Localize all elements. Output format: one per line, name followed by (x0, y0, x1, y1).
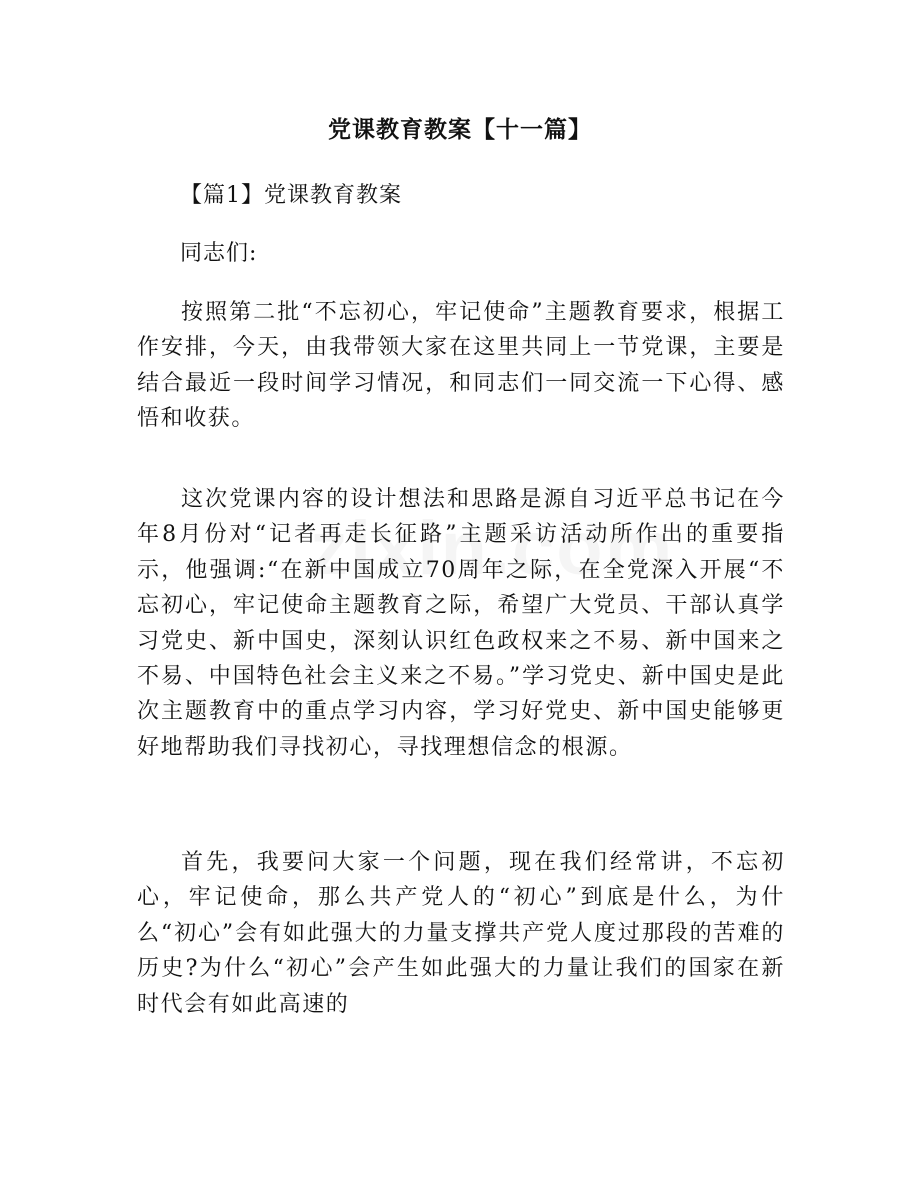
document-title: 党课教育教案【十一篇】 (328, 116, 592, 143)
section-heading: 【篇1】党课教育教案 (180, 183, 402, 208)
paragraph-2: 这次党课内容的设计想法和思路是源自习近平总书记在今年8月份对“记者再走长征路”主题采访活动所作出的重要指示，他强调:“在新中国成立70周年之际，在全党深入开展“不忘初心，牢记使命主题教育之际，希望广大党员、干部认真学习党史、新中国史，深刻认识红色政权来之不易、新中国来之不易、中国特色社会主义来之不易。”学习党史、新中国史是此次主题教育中的重点学习内容，学习好党史、新中国史能够更好地帮助我们寻找初心，寻找理想信念的根源。 (137, 487, 785, 760)
paragraph-1: 按照第二批“不忘初心，牢记使命”主题教育要求，根据工作安排，今天，由我带领大家在这里共同上一节党课，主要是结合最近一段时间学习情况，和同志们一同交流一下心得、感悟和收获。 (137, 300, 785, 432)
paragraph-3: 首先，我要问大家一个问题，现在我们经常讲，不忘初心，牢记使命，那么共产党人的“初心”到底是什么，为什么“初心”会有如此强大的力量支撑共产党人度过那段的苦难的历史?为什么“初心”会产生如此强大的力量让我们的国家在新时代会有如此高速的 (137, 850, 785, 1017)
salutation: 同志们: (180, 241, 258, 266)
